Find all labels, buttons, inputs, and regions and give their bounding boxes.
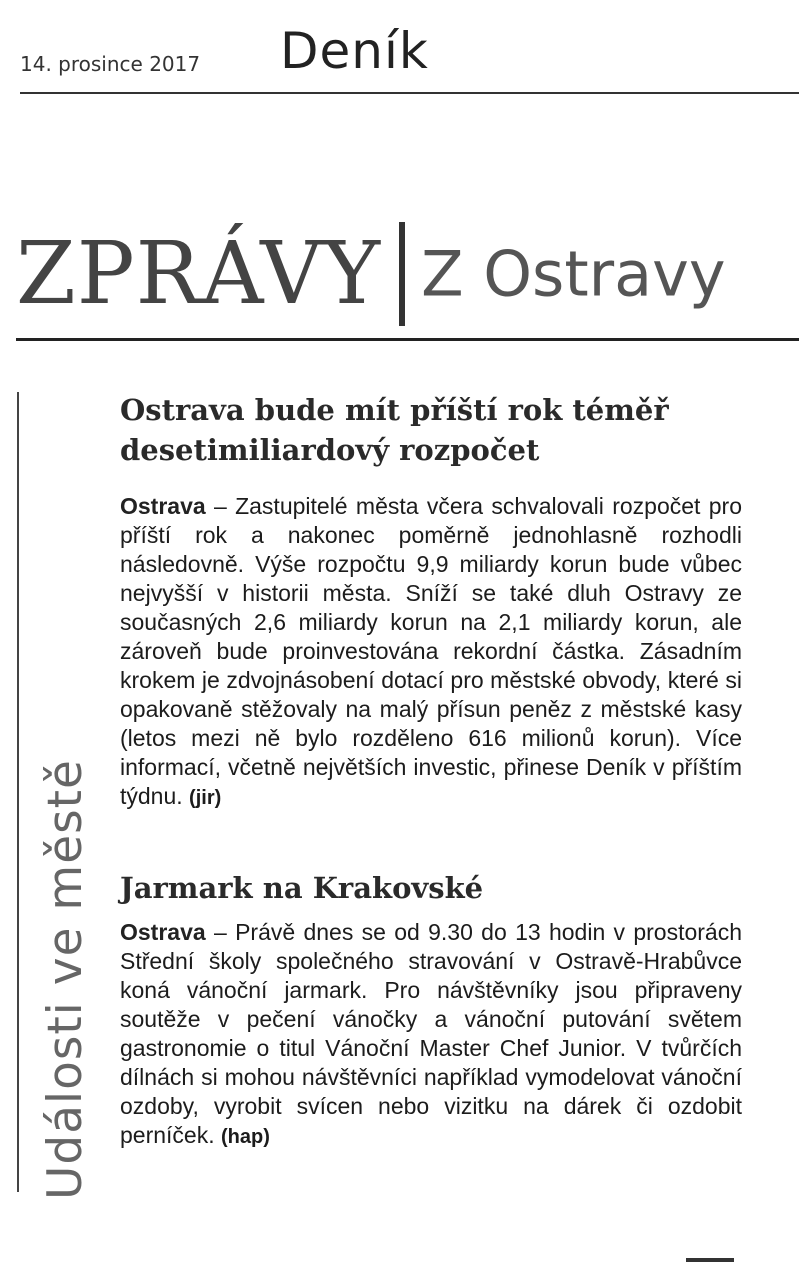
section-divider (16, 338, 799, 341)
side-column-label: Události ve městě (38, 759, 93, 1200)
article-headline: Ostrava bude mít příští rok téměř desetimiliardový rozpočet (120, 393, 669, 467)
section-title: ZPRÁVY (16, 224, 382, 324)
dateline-separator: – (205, 919, 236, 945)
footer-mark (686, 1258, 734, 1262)
article-budget (120, 390, 742, 813)
article-author: (hap) (221, 1126, 270, 1148)
side-rule (17, 392, 19, 1192)
article-dateline: Ostrava (120, 493, 206, 519)
page-date: 14. prosince 2017 (20, 52, 201, 76)
article-text: Zastupitelé města včera schvalovali rozpočet pro příští rok a nakonec poměrně jednohlasně rozhodli následovně. Výše rozpočtu 9,9 miliardy korun bude vůbec nejvyšší v historii města. Sníží se také dluh Ostravy ze současných 2,6 miliardy korun na 2,1 miliardy korun, ale zároveň bude proinvestována rekordní částka. Zásadním krokem je zdvojnásobení dotací pro městské obvody, které si opakovaně stěžovaly na malý přísun peněz z městské kasy (letos mezi ně bylo rozděleno 616 milionů korun). Více informací, včetně největších investic, přinese Deník v příštím týdnu. (120, 493, 742, 809)
newspaper-name: Deník (280, 22, 429, 80)
article-jarmark (120, 868, 742, 1152)
article-author: (jir) (189, 787, 222, 809)
article-text: Právě dnes se od 9.30 do 13 hodin v prostorách Střední školy společného stravování v Ostravě-Hrabůvce koná vánoční jarmark. Pro návštěvníky jsou připraveny soutěže v pečení vánočky a vánoční putování světem gastronomie o titul Vánoční Master Chef Junior. V tvůrčích dílnách si mohou návštěvníci například vymodelovat vánoční ozdoby, vyrobit svícen nebo vizitku na dárek či ozdobit perníček. (120, 919, 743, 1148)
section-heading (16, 222, 726, 326)
section-title-separator (399, 222, 405, 326)
article-body (120, 492, 742, 813)
header-divider (20, 92, 799, 94)
dateline-separator: – (205, 493, 236, 519)
article-headline: Jarmark na Krakovské (120, 871, 484, 905)
section-subtitle: Z Ostravy (421, 237, 726, 311)
article-body (120, 918, 742, 1152)
article-dateline: Ostrava (120, 919, 206, 945)
